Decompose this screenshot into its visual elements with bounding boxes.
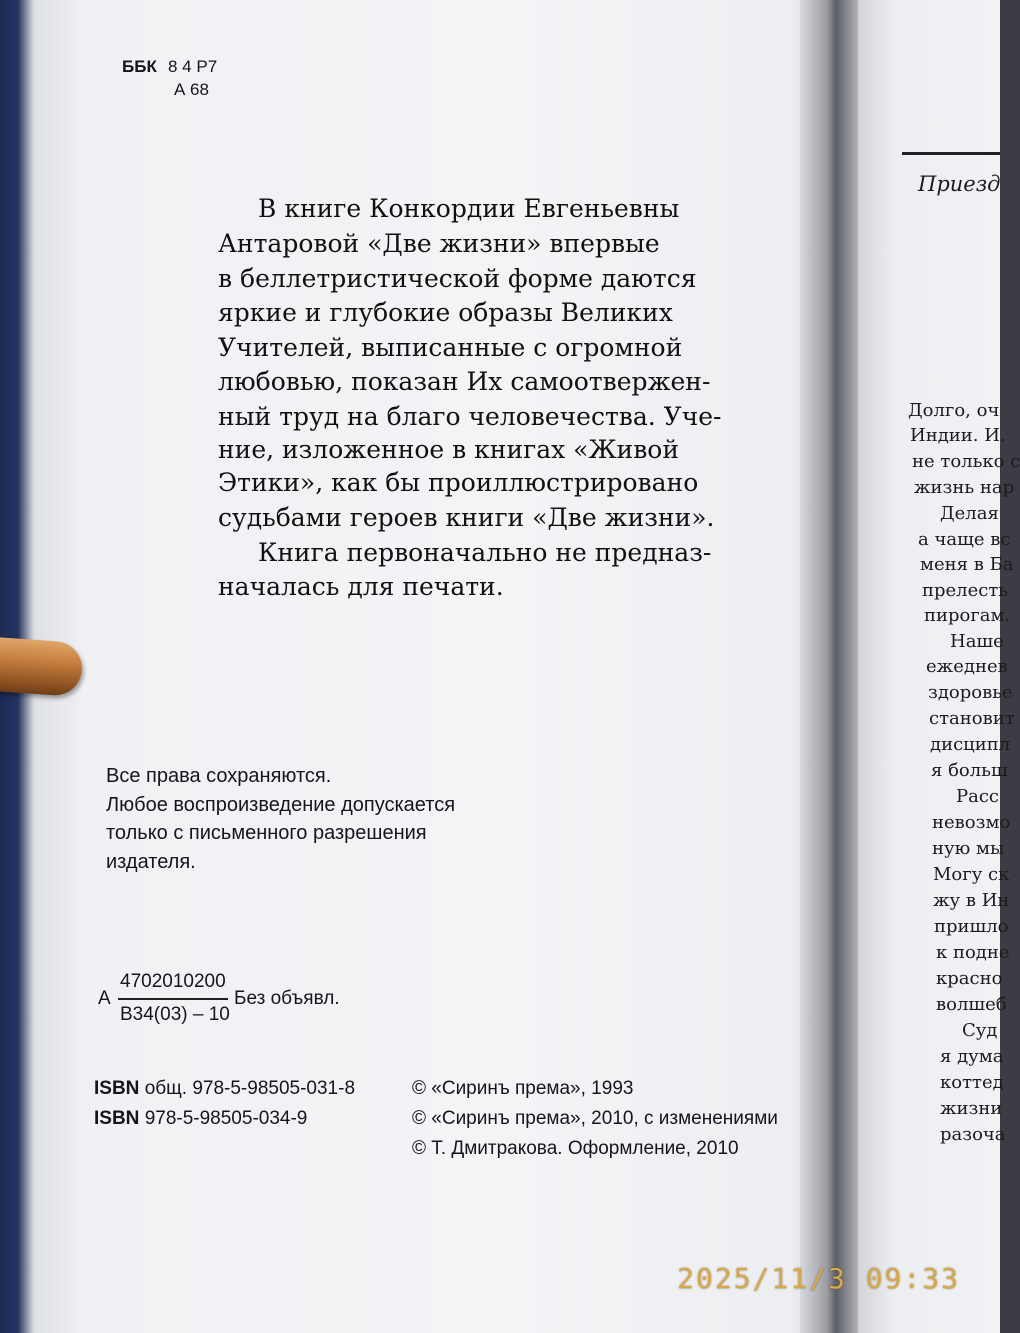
annotation-line: ние, изложенное в книгах «Живой <box>218 435 680 464</box>
copyright-line: © Т. Дмитракова. Оформление, 2010 <box>412 1138 739 1159</box>
right-page-line: Наше <box>950 631 1004 652</box>
right-page-line: к подне <box>936 942 1010 963</box>
catalog-denominator: В34(03) – 10 <box>120 1004 230 1025</box>
right-page-line: волшеб <box>936 994 1007 1015</box>
annotation-line: судьбами героев книги «Две жизни». <box>218 503 715 532</box>
pencil-tip <box>0 637 84 697</box>
annotation-line: началась для печати. <box>218 572 504 601</box>
annotation-line: Антаровой «Две жизни» впервые <box>218 229 660 258</box>
chapter-heading: Приезд <box>918 172 1001 196</box>
right-page-line: разоча <box>940 1124 1006 1145</box>
right-page-line: Могу ск <box>933 864 1010 885</box>
copyright-line: © «Сиринъ према», 2010, с изменениями <box>412 1108 778 1129</box>
photo-timestamp: 2025/11/3 09:33 <box>677 1262 960 1295</box>
annotation-line: ный труд на благо человечества. Уче- <box>218 402 722 431</box>
rights-line: Все права сохраняются. <box>106 765 332 787</box>
right-page-line: Индии. И. <box>910 425 1006 446</box>
bbk-label: ББК <box>122 57 157 76</box>
rights-line: только с письменного разрешения <box>106 822 427 844</box>
isbn-label: ISBN <box>94 1108 140 1129</box>
right-page-line: пришло <box>934 916 1009 937</box>
annotation-line: яркие и глубокие образы Великих <box>218 298 673 327</box>
isbn-volume <box>94 1108 307 1130</box>
right-page-line: красно <box>936 968 1003 989</box>
right-page-line: жу в Ин <box>933 890 1010 911</box>
right-page-line: не только с <box>912 451 1020 472</box>
book-gutter <box>800 0 860 1333</box>
author-code: А 68 <box>174 80 209 99</box>
right-page-line: Суд <box>962 1020 998 1041</box>
right-page-line: прелесть <box>922 580 1009 601</box>
catalog-note: Без объявл. <box>234 988 340 1009</box>
right-page-line: меня в Ба <box>920 554 1014 575</box>
right-page-line: пирогам. <box>924 605 1011 626</box>
annotation-line: В книге Конкордии Евгеньевны <box>258 194 680 223</box>
rights-line: Любое воспроизведение допускается <box>106 794 456 816</box>
right-page-line: жизнь нар <box>914 477 1015 498</box>
right-page-line: Долго, оч <box>908 400 1000 421</box>
right-page-line: ежеднев <box>926 656 1008 677</box>
copyright-line: © «Сиринъ према», 1993 <box>412 1078 634 1099</box>
right-page-line: я больш <box>931 760 1008 781</box>
fraction-bar <box>118 998 228 1000</box>
isbn-general <box>94 1078 355 1100</box>
catalog-prefix: А <box>98 988 111 1009</box>
right-page-line: здоровье <box>928 682 1013 703</box>
annotation-line: Книга первоначально не предназ- <box>258 538 712 567</box>
right-page-line: становит <box>929 708 1015 729</box>
right-page-line: ную мы <box>932 838 1005 859</box>
right-page-line: Делая <box>940 503 999 524</box>
annotation-line: любовью, показан Их самоотвержен- <box>218 367 711 396</box>
right-page-line: коттед <box>940 1072 1004 1093</box>
right-page-line: дисципл <box>930 734 1011 755</box>
isbn-label: ISBN <box>94 1078 140 1099</box>
right-page-line: невозмо <box>932 812 1011 833</box>
annotation-line: Этики», как бы проиллюстрировано <box>218 468 699 497</box>
isbn-value: 978-5-98505-034-9 <box>144 1108 308 1129</box>
catalog-numerator: 4702010200 <box>120 971 226 992</box>
right-page-line: Расс <box>956 786 1000 807</box>
annotation-line: Учителей, выписанные с огромной <box>218 333 683 362</box>
rights-line: издателя. <box>106 851 196 873</box>
chapter-rule <box>902 152 1000 155</box>
right-page-line: а чаще вс <box>918 529 1011 550</box>
annotation-line: в беллетристической форме даются <box>218 264 697 293</box>
right-page-line: жизни <box>940 1098 1003 1119</box>
isbn-value: общ. 978-5-98505-031-8 <box>144 1078 356 1099</box>
right-page-line: я дума <box>940 1046 1004 1067</box>
bbk-code: 8 4 Р7 <box>168 57 218 76</box>
